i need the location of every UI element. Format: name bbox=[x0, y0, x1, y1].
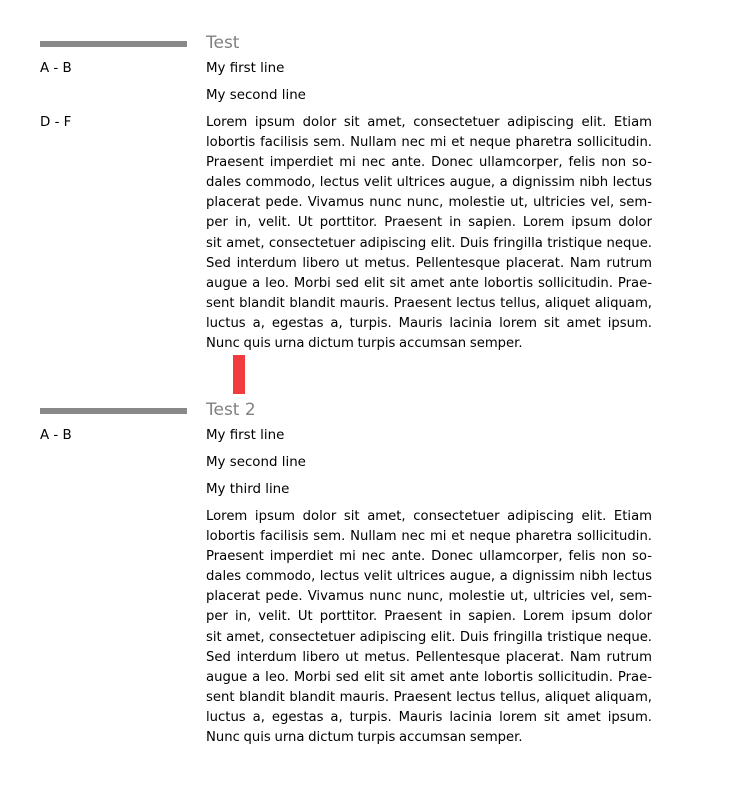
paragraph-line: luctus a, egestas a, turpis. Mauris lacinia lorem sit amet ipsum. bbox=[206, 315, 652, 331]
paragraph-line: sit amet, consectetuer adipiscing elit. Duis fringilla tristique neque. bbox=[206, 235, 652, 251]
section-rule bbox=[40, 41, 187, 47]
paragraph-line: Lorem ipsum dolor sit amet, consectetuer adipiscing elit. Etiam bbox=[206, 509, 652, 524]
entry-label: A - B bbox=[40, 61, 72, 76]
section-title: Test bbox=[206, 33, 240, 53]
entry-label: A - B bbox=[40, 428, 72, 443]
lorem-paragraph bbox=[206, 507, 652, 748]
entry-line: My third line bbox=[206, 482, 290, 497]
paragraph-line: Nunc quis urna dictum turpis accumsan semper. bbox=[206, 336, 523, 352]
paragraph-line: per in, velit. Ut porttitor. Praesent in sapien. Lorem ipsum dolor bbox=[206, 609, 652, 625]
paragraph-line: Praesent imperdiet mi nec ante. Donec ullamcorper, felis non so- bbox=[206, 549, 652, 565]
section-rule bbox=[40, 408, 187, 414]
paragraph-line: placerat pede. Vivamus nunc nunc, molestie ut, ultricies vel, sem- bbox=[206, 589, 652, 605]
paragraph-line: sent blandit blandit mauris. Praesent lectus tellus, aliquet aliquam, bbox=[206, 295, 652, 311]
paragraph-line: Praesent imperdiet mi nec ante. Donec ullamcorper, felis non so- bbox=[206, 155, 652, 171]
paragraph-line: Lorem ipsum dolor sit amet, consectetuer adipiscing elit. Etiam bbox=[206, 115, 652, 130]
paragraph-line: lobortis facilisis sem. Nullam nec mi et neque pharetra sollicitudin. bbox=[206, 529, 652, 545]
paragraph-line: lobortis facilisis sem. Nullam nec mi et neque pharetra sollicitudin. bbox=[206, 135, 652, 151]
paragraph-line: Sed interdum libero ut metus. Pellentesque placerat. Nam rutrum bbox=[206, 255, 652, 271]
paragraph-line: Nunc quis urna dictum turpis accumsan semper. bbox=[206, 730, 523, 746]
paragraph-line: augue a leo. Morbi sed elit sit amet ante lobortis sollicitudin. Prae- bbox=[206, 275, 652, 291]
entry-line: My first line bbox=[206, 428, 285, 443]
paragraph-line: placerat pede. Vivamus nunc nunc, molestie ut, ultricies vel, sem- bbox=[206, 195, 652, 211]
paragraph-line: sit amet, consectetuer adipiscing elit. Duis fringilla tristique neque. bbox=[206, 629, 652, 645]
paragraph-line: augue a leo. Morbi sed elit sit amet ante lobortis sollicitudin. Prae- bbox=[206, 669, 652, 685]
entry-label: D - F bbox=[40, 115, 72, 130]
entry-line: My second line bbox=[206, 455, 306, 470]
paragraph-line: sent blandit blandit mauris. Praesent lectus tellus, aliquet aliquam, bbox=[206, 689, 652, 705]
red-separator-bar bbox=[233, 355, 245, 394]
section-title: Test 2 bbox=[206, 400, 256, 420]
paragraph-line: per in, velit. Ut porttitor. Praesent in sapien. Lorem ipsum dolor bbox=[206, 215, 652, 231]
lorem-paragraph bbox=[206, 113, 652, 354]
entry-line: My first line bbox=[206, 61, 285, 76]
entry-line: My second line bbox=[206, 88, 306, 103]
paragraph-line: dales commodo, lectus velit ultrices augue, a dignissim nibh lectus bbox=[206, 569, 652, 585]
paragraph-line: dales commodo, lectus velit ultrices augue, a dignissim nibh lectus bbox=[206, 175, 652, 191]
paragraph-line: Sed interdum libero ut metus. Pellentesque placerat. Nam rutrum bbox=[206, 649, 652, 665]
paragraph-line: luctus a, egestas a, turpis. Mauris lacinia lorem sit amet ipsum. bbox=[206, 709, 652, 725]
